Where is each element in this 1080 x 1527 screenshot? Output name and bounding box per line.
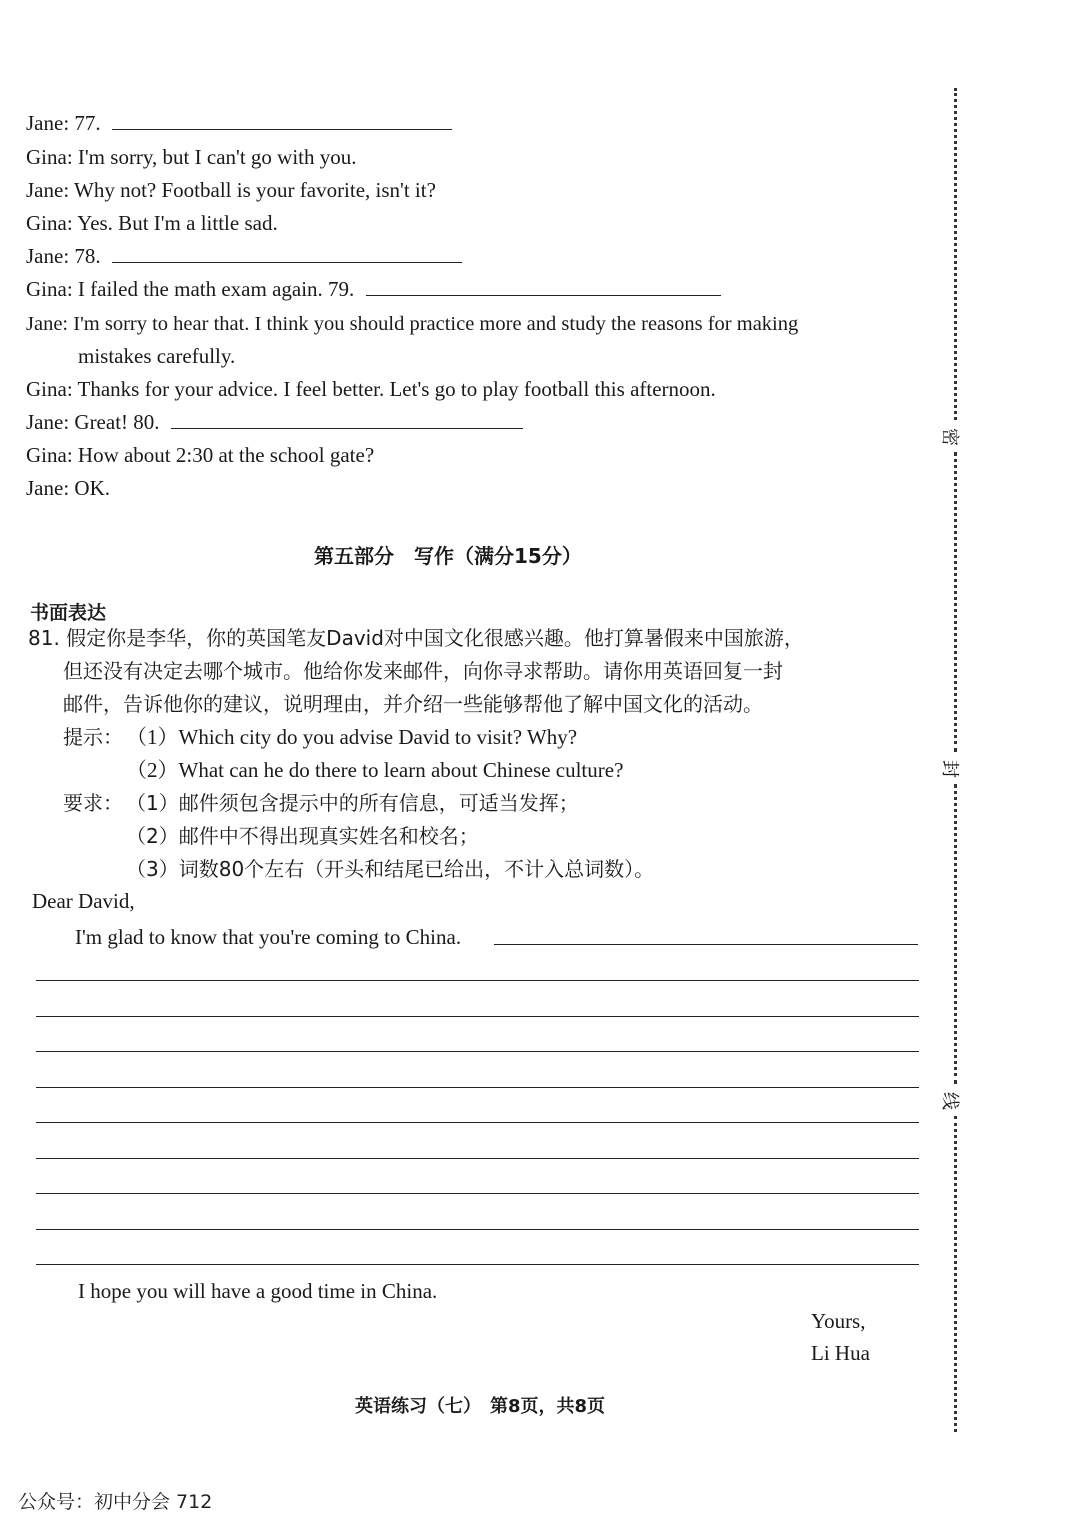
dialogue-text: Jane: Great! 80. (26, 410, 160, 434)
writing-line[interactable] (36, 1051, 919, 1052)
dialogue-line: Jane: I'm sorry to hear that. I think you should practice more and study the reasons for making (26, 313, 799, 335)
letter-signoff: Yours, (811, 1309, 866, 1333)
writing-line[interactable] (36, 1158, 919, 1159)
page-footer: 英语练习（七） 第8页，共8页 (354, 1396, 606, 1417)
answer-blank-79[interactable] (366, 277, 721, 296)
dialogue-line: Gina: I'm sorry, but I can't go with you. (26, 145, 357, 169)
dialogue-line: Jane: OK. (26, 476, 110, 500)
writing-line[interactable] (36, 1229, 919, 1230)
writing-line[interactable] (36, 1193, 919, 1194)
section-subtitle: 书面表达 (30, 602, 107, 624)
requirement-item: （2）邮件中不得出现真实姓名和校名； (126, 824, 479, 848)
dialogue-line-77 (26, 110, 452, 136)
dialogue-text: Jane: 77. (26, 111, 101, 135)
dialogue-line-78 (26, 243, 462, 269)
answer-blank-78[interactable] (112, 244, 462, 263)
dialogue-line: Gina: Yes. But I'm a little sad. (26, 211, 278, 235)
dialogue-text: Jane: 78. (26, 244, 101, 268)
letter-closing: I hope you will have a good time in China. (78, 1279, 438, 1303)
task-line: 邮件，告诉他你的建议，说明理由，并介绍一些能够帮他了解中国文化的活动。 (63, 692, 763, 716)
writing-line[interactable] (36, 1264, 919, 1265)
seal-line-segment (954, 88, 957, 420)
answer-blank-80[interactable] (171, 410, 523, 429)
writing-line[interactable] (36, 1087, 919, 1088)
letter-signature: Li Hua (811, 1341, 870, 1365)
seal-char-xian: 线 (939, 1092, 960, 1110)
answer-blank-77[interactable] (112, 111, 452, 130)
seal-line-segment (954, 1116, 957, 1432)
dialogue-line: Jane: Why not? Football is your favorite, isn't it? (26, 178, 436, 202)
letter-opening: I'm glad to know that you're coming to China. (75, 925, 462, 949)
requirement-item: （1）邮件须包含提示中的所有信息，可适当发挥； (126, 791, 579, 815)
watermark-text: 公众号：初中分会 712 (18, 1491, 213, 1513)
requirement-item: （3）词数80个左右（开头和结尾已给出，不计入总词数）。 (126, 857, 655, 881)
seal-line-segment (954, 452, 957, 752)
requirement-label: 要求： (63, 791, 123, 815)
dialogue-line: Gina: Thanks for your advice. I feel better. Let's go to play football this afternoon. (26, 377, 716, 401)
letter-greeting: Dear David, (32, 889, 135, 913)
seal-char-mi: 密 (939, 428, 960, 446)
dialogue-text: Gina: I failed the math exam again. 79. (26, 277, 355, 301)
writing-line[interactable] (494, 944, 918, 945)
writing-line[interactable] (36, 980, 919, 981)
hint-item: （2）What can he do there to learn about Chinese culture? (126, 758, 624, 782)
hint-label: 提示： (63, 725, 123, 749)
dialogue-line-79 (26, 276, 721, 302)
seal-line-segment (954, 784, 957, 1084)
task-line: 81. 假定你是李华，你的英国笔友David对中国文化很感兴趣。他打算暑假来中国旅游， (28, 626, 804, 650)
writing-line[interactable] (36, 1122, 919, 1123)
hint-item: （1）Which city do you advise David to visit? Why? (126, 725, 578, 749)
writing-line[interactable] (36, 1016, 919, 1017)
dialogue-line-80 (26, 409, 523, 435)
task-line: 但还没有决定去哪个城市。他给你发来邮件，向你寻求帮助。请你用英语回复一封 (63, 659, 783, 683)
dialogue-line: Gina: How about 2:30 at the school gate? (26, 443, 375, 467)
section-title: 第五部分 写作（满分15分） (314, 544, 582, 568)
seal-char-feng: 封 (939, 760, 960, 778)
dialogue-line: mistakes carefully. (78, 344, 236, 368)
